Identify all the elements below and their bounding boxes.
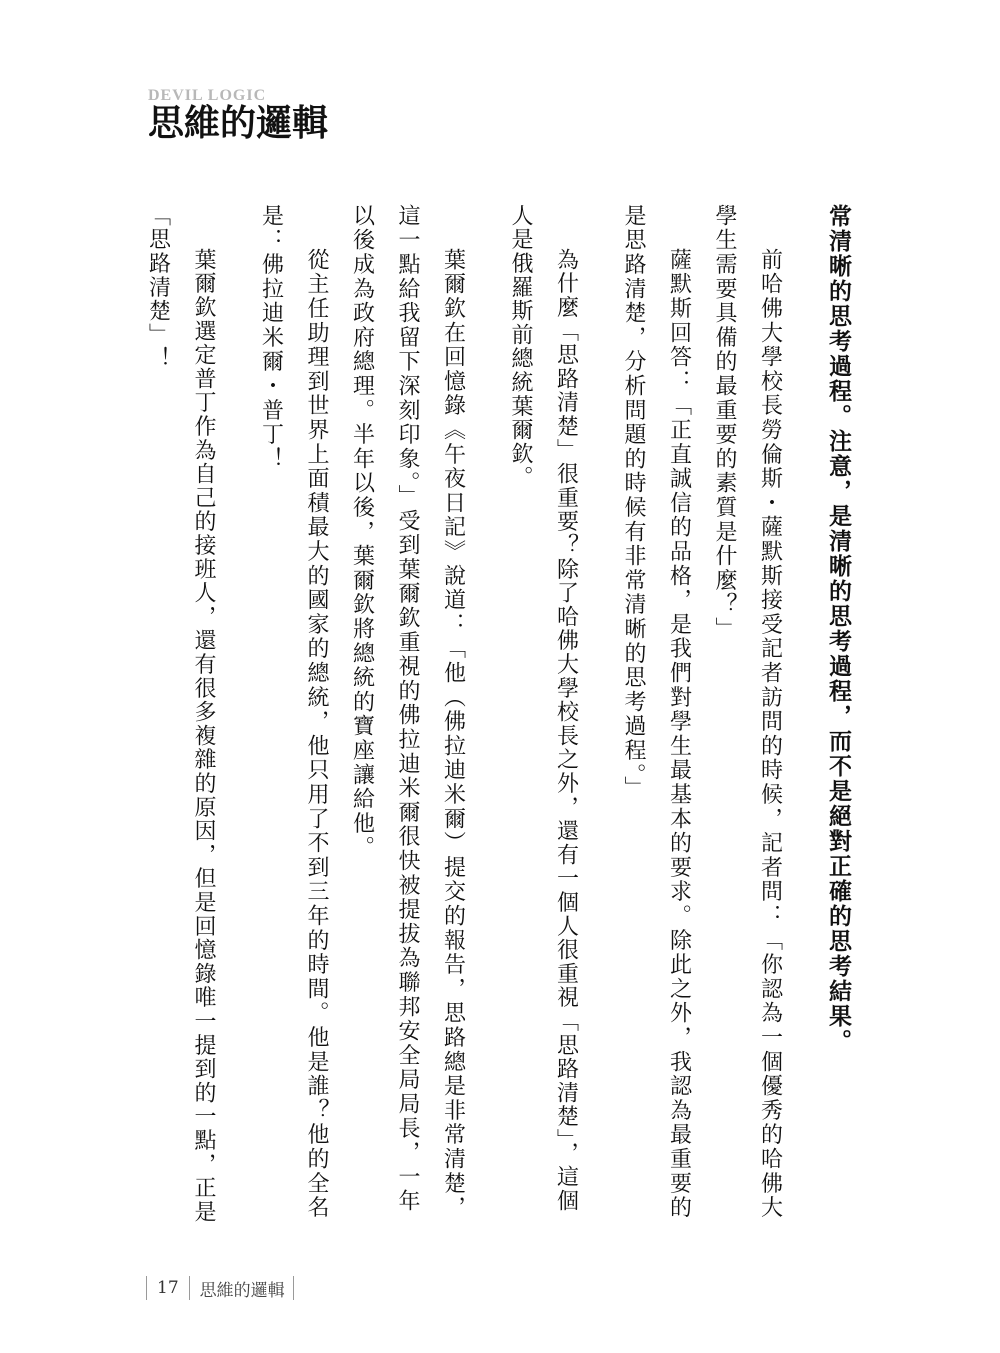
page-number: 17 — [157, 1278, 179, 1298]
paragraph-summers-answer: 薩默斯回答：「正直誠信的品格，是我們對學生最基本的要求。除此之外，我認為最重要的是思路清楚，分析問題的時候有非常清晰的思考過程。」 — [621, 204, 692, 1220]
page-footer — [146, 1275, 294, 1301]
vertical-body-text — [135, 204, 860, 1234]
footer-book-title: 思維的邏輯 — [199, 1280, 285, 1301]
running-header — [148, 88, 328, 144]
header-chinese-title: 思維的邏輯 — [148, 103, 329, 144]
paragraph-successor: 葉爾欽選定普丁作為自己的接班人，還有很多複雜的原因，但是回憶錄唯一提到的一點，正是「思路清楚」！ — [145, 204, 216, 1224]
header-english-title: DEVIL LOGIC — [148, 87, 267, 104]
paragraph-why-clear-thinking: 為什麼「思路清楚」很重要？除了哈佛大學校長之外，還有一個人很重視「思路清楚」，這個人是俄羅斯前總統葉爾欽。 — [508, 204, 579, 1213]
paragraph-putin-rise: 從主任助理到世界上面積最大的國家的總統，他只用了不到三年的時間。他是誰？他的全名是：佛拉迪米爾・普丁！ — [258, 204, 329, 1220]
footer-divider-right — [293, 1276, 294, 1300]
paragraph-yeltsin-memoir: 葉爾欽在回憶錄《午夜日記》說道：「他（佛拉迪米爾）提交的報告，思路總是非常清楚，這一點給我留下深刻印象。」受到葉爾欽重視的佛拉迪米爾很快被提拔為聯邦安全局局長，一年以後成為政府總理。半年以後，葉爾欽將總統的寶座讓給他。 — [349, 204, 466, 1220]
paragraph-summers-interview: 前哈佛大學校長勞倫斯・薩默斯接受記者訪問的時候，記者問：「你認為一個優秀的哈佛大學生需要具備的最重要的素質是什麼？」 — [712, 204, 783, 1220]
emphasis-paragraph: 常清晰的思考過程。注意，是清晰的思考過程，而不是絕對正確的思考結果。 — [825, 204, 851, 1054]
